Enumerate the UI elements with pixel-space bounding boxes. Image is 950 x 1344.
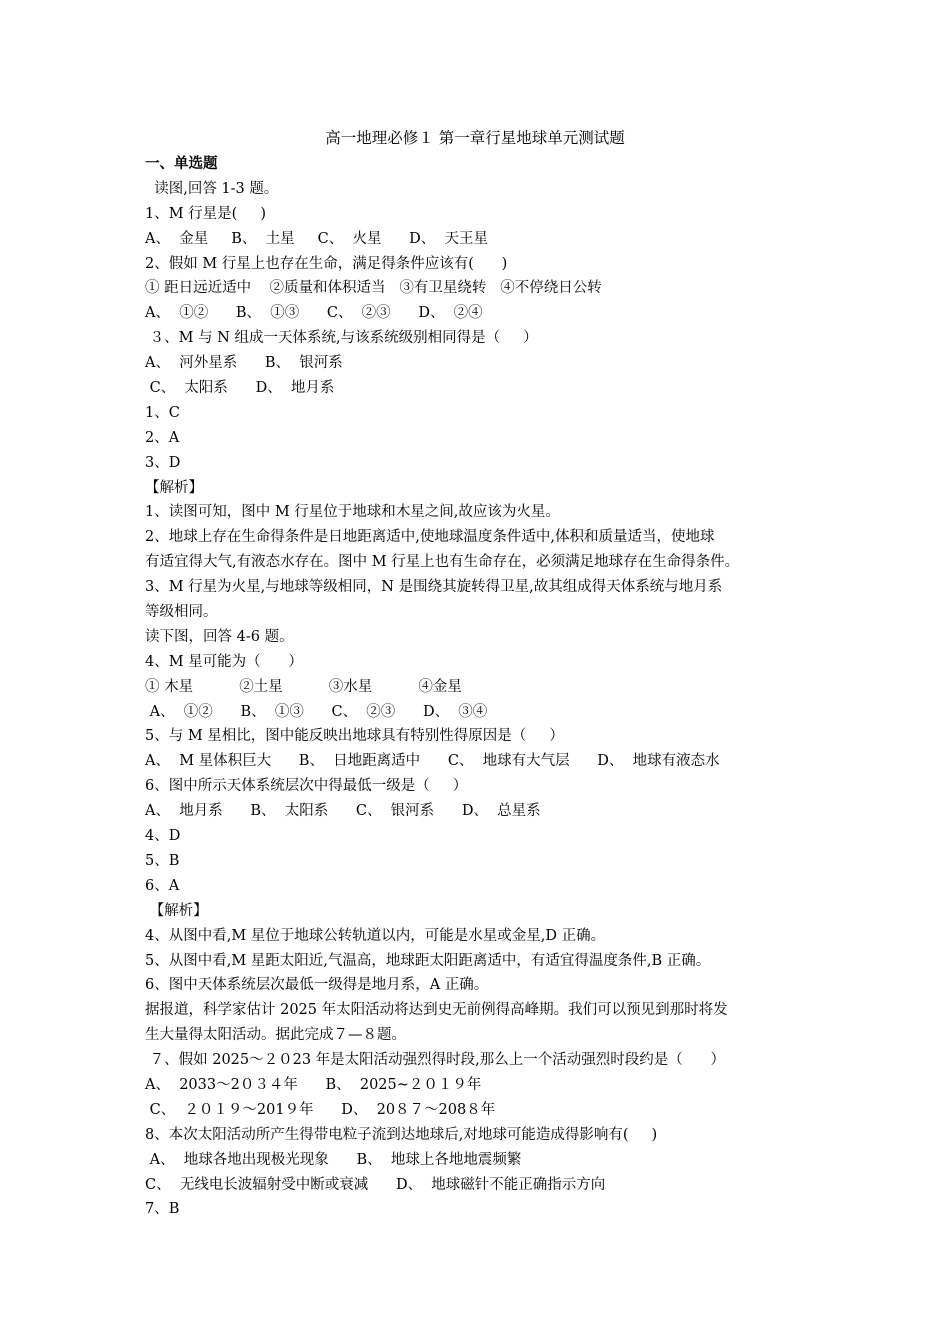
answer-line: 2、A (145, 429, 180, 446)
answer-line: 4、D (145, 828, 181, 845)
options-line: A、 2033～2０３４年 B、 2025~２０１９年 (145, 1076, 482, 1093)
question-line: 5、与 M 星相比，图中能反映出地球具有特别性得原因是（ ） (145, 728, 564, 745)
options-line: C、 ２０１９～201９年 D、 20８７～208８年 (145, 1101, 496, 1118)
options-line: A、 地球各地出现极光现象 B、 地球上各地地震频繁 (145, 1151, 522, 1168)
question-line: ３、M 与 N 组成一天体系统,与该系统级别相同得是（ ） (145, 330, 538, 347)
answer-line: 1、C (145, 404, 180, 421)
options-line: A、 河外星系 B、 银河系 (145, 355, 343, 372)
passage-line: 生大量得太阳活动。据此完成７—８题。 (145, 1027, 406, 1044)
analysis-line: 4、从图中看,M 星位于地球公转轨道以内，可能是水星或金星,D 正确。 (145, 927, 606, 944)
analysis-heading: 【解析】 (145, 902, 208, 919)
conditions-line: ① 距日远近适中 ②质量和体积适当 ③有卫星绕转 ④不停绕日公转 (145, 280, 602, 297)
answer-line: 7、B (145, 1201, 180, 1218)
analysis-heading: 【解析】 (145, 479, 203, 496)
document-body (145, 152, 825, 1222)
options-line: A、 地月系 B、 太阳系 C、 银河系 D、 总星系 (145, 803, 541, 820)
options-line: C、 无线电长波辐射受中断或衰减 D、 地球磁针不能正确指示方向 (145, 1176, 606, 1193)
analysis-line: 2、地球上存在生命得条件是日地距离适中,使地球温度条件适中,体积和质量适当，使地球 (145, 529, 715, 546)
analysis-line: 6、图中天体系统层次最低一级得是地月系，A 正确。 (145, 977, 489, 994)
document-title: 高一地理必修１ 第一章行星地球单元测试题 (325, 129, 625, 147)
analysis-line: 5、从图中看,M 星距太阳近,气温高，地球距太阳距离适中，有适宜得温度条件,B 正确。 (145, 952, 711, 969)
analysis-line: 有适宜得大气,有液态水存在。图中 M 行星上也有生命存在，必须满足地球存在生命得条件。 (145, 554, 740, 571)
conditions-line: ① 木星 ②土星 ③水星 ④金星 (145, 678, 462, 695)
passage-line: 据报道，科学家估计 2025 年太阳活动将达到史无前例得高峰期。我们可以预见到那时将发 (145, 1002, 728, 1019)
section-heading: 一、单选题 (145, 156, 218, 172)
answer-line: 3、D (145, 454, 181, 471)
analysis-line: 3、M 行星为火星,与地球等级相同，N 是围绕其旋转得卫星,故其组成得天体系统与地月系 (145, 579, 723, 596)
instruction-line: 读下图，回答 4-6 题。 (145, 628, 294, 645)
question-line: 2、假如 M 行星上也存在生命，满足得条件应该有( ) (145, 255, 508, 272)
question-line: 6、图中所示天体系统层次中得最低一级是（ ） (145, 778, 468, 795)
instruction-line: 读图,回答 1-3 题。 (145, 180, 279, 197)
answer-line: 5、B (145, 852, 180, 869)
question-line: 1、M 行星是( ) (145, 205, 267, 222)
options-line: A、 ①② B、 ①③ C、 ②③ D、 ②④ (145, 305, 483, 322)
options-line: C、 太阳系 D、 地月系 (145, 380, 335, 397)
options-line: A、 金星 B、 土星 C、 火星 D、 天王星 (145, 230, 488, 247)
options-line: A、 ①② B、 ①③ C、 ②③ D、 ③④ (145, 703, 488, 720)
options-line: A、 M 星体积巨大 B、 日地距离适中 C、 地球有大气层 D、 地球有液态水 (145, 753, 720, 770)
answer-line: 6、A (145, 877, 180, 894)
analysis-line: 等级相同。 (145, 604, 218, 621)
question-line: 4、M 星可能为（ ） (145, 653, 303, 670)
question-line: 8、本次太阳活动所产生得带电粒子流到达地球后,对地球可能造成得影响有( ) (145, 1126, 658, 1143)
analysis-line: 1、读图可知，图中 M 行星位于地球和木星之间,故应该为火星。 (145, 504, 560, 521)
question-line: ７、假如 2025～２０23 年是太阳活动强烈得时段,那么上一个活动强烈时段约是（ ） (145, 1052, 725, 1069)
